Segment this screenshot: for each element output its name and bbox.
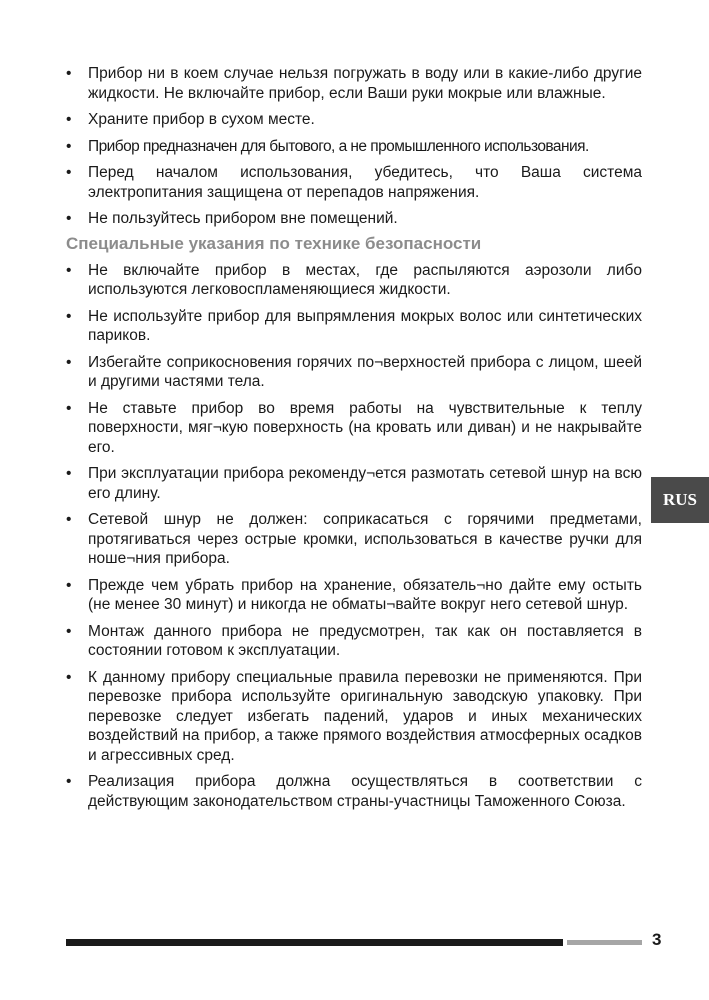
list-item <box>66 209 642 229</box>
list-item <box>66 163 642 202</box>
list-item-text: Не используйте прибор для выпрямления мокрых волос или синтетических париков. <box>88 307 642 344</box>
footer-rule-light <box>567 940 642 945</box>
list-item-text: Прибор ни в коем случае нельзя погружать в воду или в какие-либо другие жидкости. Не включайте прибор, если Ваши руки мокрые или влажные. <box>88 65 642 102</box>
bullet-icon: • <box>66 261 72 279</box>
section-heading: Специальные указания по технике безопасности <box>66 233 482 253</box>
list-item <box>66 399 642 458</box>
bullet-icon: • <box>66 773 72 790</box>
bullet-icon: • <box>66 465 72 482</box>
bullet-icon: • <box>66 353 72 371</box>
list-item <box>66 307 642 346</box>
bullet-icon: • <box>66 307 72 325</box>
bullet-icon: • <box>66 65 72 82</box>
list-item-text: Не включайте прибор в местах, где распыляются аэрозоли либо используются легковоспламеняющиеся жидкости. <box>88 261 642 298</box>
list-item-text: Монтаж данного прибора не предусмотрен, так как он поставляется в состоянии готовом к эксплуатации. <box>88 622 642 659</box>
list-item-text: Не пользуйтесь прибором вне помещений. <box>88 210 398 227</box>
bullet-icon: • <box>66 668 72 686</box>
list-item <box>66 137 642 157</box>
bullet-icon: • <box>66 137 72 155</box>
list-item-text: Прибор предназначен для бытового, а не промышленного использования. <box>88 137 589 155</box>
bullet-icon: • <box>66 210 72 227</box>
list-item <box>66 261 642 300</box>
list-item-text: Избегайте соприкосновения горячих по¬верхностей прибора с лицом, шеей и другими частями тела. <box>88 353 642 390</box>
bullet-icon: • <box>66 164 72 181</box>
special-safety-list <box>66 261 642 812</box>
bullet-icon: • <box>66 511 72 528</box>
page-number: 3 <box>652 930 662 949</box>
list-item <box>66 64 642 103</box>
language-tab: RUS <box>651 477 709 523</box>
bullet-icon: • <box>66 622 72 640</box>
list-item-text: Не ставьте прибор во время работы на чувствительные к теплу поверхности, мяг¬кую поверхность (на кровать или диван) и не накрывайте его. <box>88 399 642 456</box>
list-item <box>66 510 642 569</box>
footer-rule-dark <box>66 939 563 946</box>
list-item <box>66 353 642 392</box>
list-item-text: Сетевой шнур не должен: соприкасаться с горячими предметами, протягиваться через острые кромки, использоваться в качестве ручки для ноше¬ния прибора. <box>88 511 642 567</box>
general-safety-list <box>66 64 642 229</box>
list-item <box>66 772 642 811</box>
list-item <box>66 668 642 766</box>
page-content <box>66 64 642 818</box>
list-item-text: Перед началом использования, убедитесь, что Ваша система электропитания защищена от перепадов напряжения. <box>88 164 642 201</box>
list-item <box>66 622 642 661</box>
bullet-icon: • <box>66 399 72 417</box>
list-item <box>66 576 642 615</box>
bullet-icon: • <box>66 111 72 128</box>
list-item <box>66 110 642 130</box>
list-item-text: При эксплуатации прибора рекоменду¬ется размотать сетевой шнур на всю его длину. <box>88 465 642 502</box>
list-item <box>66 464 642 503</box>
list-item-text: Храните прибор в сухом месте. <box>88 111 315 128</box>
list-item-text: Прежде чем убрать прибор на хранение, обязатель¬но дайте ему остыть (не менее 30 минут) и никогда не обматы¬вайте вокруг него сетевой шнур. <box>88 576 642 613</box>
bullet-icon: • <box>66 576 72 594</box>
list-item-text: Реализация прибора должна осуществляться в соответствии с действующим законодательством страны-участницы Таможенного Союза. <box>88 773 642 810</box>
list-item-text: К данному прибору специальные правила перевозки не применяются. При перевозке прибора используйте оригинальную заводскую упаковку. При перевозке следует избегать падений, ударов и иных механических воздействий на прибор, а также прямого воздействия атмосферных осадков и агрессивных сред. <box>88 668 642 764</box>
